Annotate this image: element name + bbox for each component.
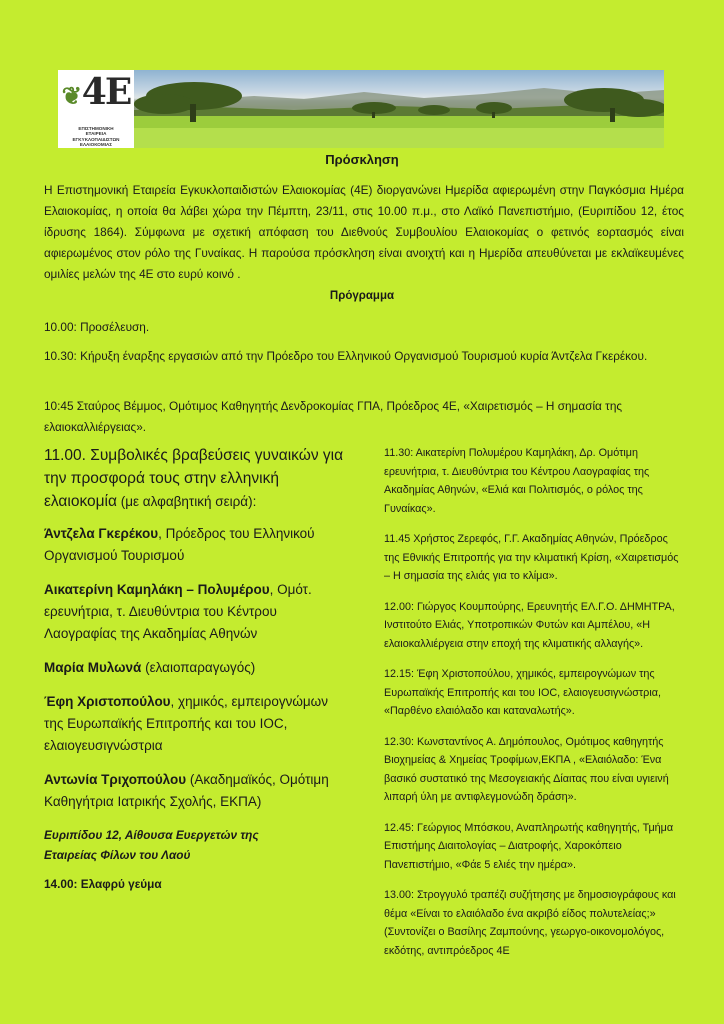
header-banner <box>58 70 664 148</box>
program-title: Πρόγραμμα <box>329 290 395 302</box>
talk-1145: 11.45 Χρήστος Ζερεφός, Γ.Γ. Ακαδημίας Αθηνών, Πρόεδρος της Εθνικής Επιτροπής για την κλιματική Κρίση, «Χαιρετισμός – Η σημασία της ελιάς για το κλίμα». <box>384 533 679 582</box>
talk-1215: 12.15: Έφη Χριστοπούλου, χημικός, εμπειρογνώμων της Ευρωπαϊκής Επιτροπής και του IOC, ελαιογευσιγνώστρια, «Παρθένο ελαιόλαδο και καταναλωτής». <box>384 668 661 717</box>
program-item-1000: 10.00: Προσέλευση. <box>44 320 150 334</box>
olive-grove-photo <box>134 70 664 148</box>
logo-text: ΕΠΙΣΤΗΜΟΝΙΚΗ ΕΤΑΙΡΕΙΑ ΕΓΚΥΚΛΟΠΑΙΔΙΣΤΩΝ ΕΛΑΙΟΚΟΜΙΑΣ <box>72 126 120 147</box>
talk-1230: 12.30: Κωνσταντίνος Α. Δημόπουλος, Ομότιμος καθηγητής Βιοχημείας & Χημείας Τροφίμων,ΕΚΠΑ , «Ελαιόλαδο: Ένα βασικό συστατικό της Μεσογειακής Δίαιτας που είναι υγιεινή λιπαρή ύλη με αντιφλεγμονώδη δράση». <box>384 735 669 803</box>
talk-1300: 13.00: Στρογγυλό τραπέζι συζήτησης με δημοσιογράφους και θέμα «Είναι το ελαιόλαδο ένα ακριβό είδος πολυτελείας;» (Συντονίζει ο Βασίλης Ζαμπούνης, γεωργο-οικονομολόγος, εκδότης, αντιπρόεδρος 4Ε <box>384 889 676 957</box>
page-title: Πρόσκληση <box>325 152 399 167</box>
awardee-mylona: Μαρία Μυλωνά (ελαιοπαραγωγός) <box>44 660 256 675</box>
talk-1200: 12.00: Γιώργος Κουμπούρης, Ερευνητής ΕΛ.Γ.Ο. ΔΗΜΗΤΡΑ, Ινστιτούτο Ελιάς, Υποτροπικών Φυτών και Αμπέλου, «Η ελαιοκαλλιέργεια στην εποχή της κλιματικής αλλαγής». <box>384 600 675 650</box>
venue: Ευριπίδου 12, Αίθουσα Ευεργετών της Εταιρείας Φίλων του Λαού <box>44 828 259 862</box>
awardee-gkerekou: Άντζελα Γκερέκου, Πρόεδρος του Ελληνικού Οργανισμού Τουρισμού <box>44 526 315 563</box>
talks-section <box>384 444 680 972</box>
logo-mark: ❦4E <box>61 71 131 113</box>
awardee-kamilaki: Αικατερίνη Καμηλάκη – Πολυμέρου, Ομότ. ερευνήτρια, τ. Διευθύντρια του Κέντρου Λαογραφίας της Ακαδημίας Αθηνών <box>44 582 312 641</box>
awards-section <box>44 444 344 891</box>
logo <box>58 70 134 148</box>
olive-branch-icon: ❦ <box>61 81 80 110</box>
awardee-trichopoulou: Αντωνία Τριχοπούλου (Ακαδημαϊκός, Ομότιμη Καθηγήτρια Ιατρικής Σχολής, ΕΚΠΑ) <box>44 772 329 809</box>
intro-paragraph: Η Επιστημονική Εταιρεία Εγκυκλοπαιδιστών Ελαιοκομίας (4Ε) διοργανώνει Ημερίδα αφιερωμένη στην Παγκόσμια Ημέρα Ελαιοκομίας, η οποία θα λάβει χώρα την Πέμπτη, 23/11, στις 10.00 π.μ., στο Λαϊκό Πανεπιστήμιο, (Ευριπίδου 12, έτος ίδρυσης 1864). Σύμφωνα με σχετική απόφαση του Διεθνούς Συμβουλίου Ελαιοκομίας ο φετινός εορτασμός είναι αφιερωμένος στον ρόλο της Γυναίκας. Η παρούσα πρόσκληση είναι ανοιχτή και η Ημερίδα απευθύνεται με εκλαϊκευμένες ομιλίες μελών της 4Ε στο ευρύ κοινό . <box>44 183 684 281</box>
awards-heading: 11.00. Συμβολικές βραβεύσεις γυναικών για την προσφορά τους στην ελληνική ελαιοκομία (με αλφαβητική σειρά): <box>44 447 344 510</box>
awardee-christopoulou: Έφη Χριστοπούλου, χημικός, εμπειρογνώμων της Ευρωπαϊκής Επιτροπής και του IOC, ελαιογευσιγνώστρια <box>44 694 328 753</box>
lunch-item: 14.00: Ελαφρύ γεύμα <box>44 877 162 891</box>
talk-1130: 11.30: Αικατερίνη Πολυμέρου Καμηλάκη, Δρ. Ομότιμη ερευνήτρια, τ. Διευθύντρια του Κέντρου Λαογραφίας της Ακαδημίας Αθηνών, «Ελιά και Πολιτισμός, ο ρόλος της Γυναίκας». <box>384 447 650 515</box>
program-item-1030: 10.30: Κήρυξη έναρξης εργασιών από την Πρόεδρο του Ελληνικού Οργανισμού Τουρισμού κυρία Άντζελα Γκερέκου. <box>44 349 648 363</box>
olive-grove-illustration <box>134 70 664 148</box>
program-item-1045: 10:45 Σταύρος Βέμμος, Ομότιμος Καθηγητής Δενδροκομίας ΓΠΑ, Πρόεδρος 4Ε, «Χαιρετισμός – Η σημασία της ελαιοκαλλιέργειας». <box>44 399 623 434</box>
talk-1245: 12.45: Γεώργιος Μπόσκου, Αναπληρωτής καθηγητής, Τμήμα Επιστήμης Διαιτολογίας – Διατροφής, Χαροκόπειο Πανεπιστήμιο, «Φάε 5 ελιές την ημέρα». <box>384 821 674 871</box>
